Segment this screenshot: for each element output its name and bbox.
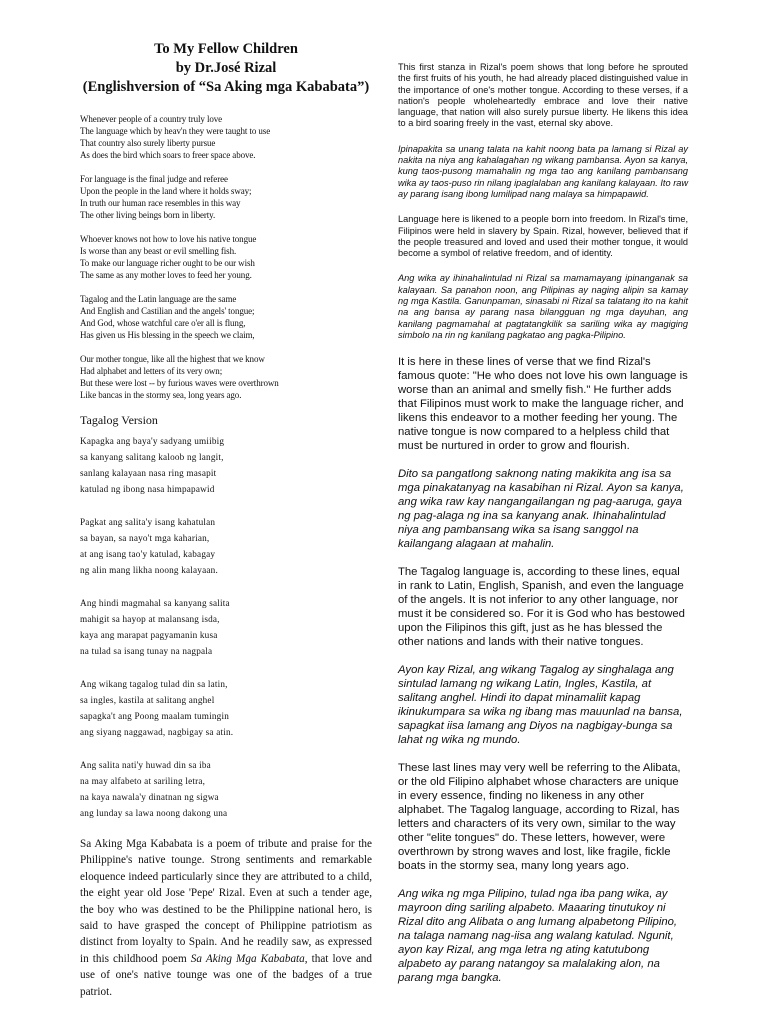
poem-line: And English and Castilian and the angels' tongue; [80,306,255,316]
english-stanza [80,233,372,281]
tagalog-stanza [80,514,372,578]
poem-line: And God, whose watchful care o'er all is flung, [80,318,246,328]
english-stanza [80,293,372,341]
english-stanza [80,113,372,161]
commentary-paragraph-tagalog: Ipinapakita sa unang talata na kahit noong bata pa lamang si Rizal ay nakita na niya ang kahalagahan ng wikang pambansa. Ayon sa kanya, kung taos-pusong mamahalin ng mga tao ang kanilang pambansang wika ay taos-puso rin nilang ipaglalaban ang kanilang kalayaan. Ito raw ay parang isang ibong lumilipad nang malaya sa himpapawid. [398,143,688,199]
commentary-paragraph: This first stanza in Rizal's poem shows that long before he sprouted the first fruits of his youth, he had already placed distinguished value in the importance of one's mother tongue. According to these verses, if a nation's people wholeheartedly embrace and love their native language, that nation will also surely pursue liberty. He likens this idea to a bird soaring freely in the vast, eternal sky above. [398,62,688,129]
poem-line: sa kanyang salitang kaloob ng langit, [80,452,224,462]
tagalog-heading: Tagalog Version [80,413,158,427]
tagalog-stanza [80,757,372,821]
poem-line: Whenever people of a country truly love [80,114,223,124]
poem-line: Upon the people in the land where it holds sway; [80,186,252,196]
poem-line: In truth our human race resembles in this way [80,198,241,208]
poem-line: kaya ang marapat pagyamanin kusa [80,630,218,640]
poem-line: The other living beings born in liberty. [80,210,216,220]
commentary-paragraph: These last lines may very well be referring to the Alibata, or the old Filipino alphabet whose characters are unique in every essence, finding no likeness in any other alphabet. The Tagalog language, according to Rizal, has letters and characters of its very own, similar to the way other "elite tongues" do. These letters, however, were overthrown by strong waves and lost, like fragile, fickle boats in the stormy sea, many long years ago. [398,762,681,873]
poem-line: ang lunday sa lawa noong dakong una [80,808,228,818]
poem-line: Tagalog and the Latin language are the same [80,294,237,304]
poem-line: at ang isang tao'y katulad, kabagay [80,549,216,559]
poem-line: Whoever knows not how to love his native tongue [80,234,257,244]
english-stanza [80,173,372,221]
commentary-paragraph-tagalog: Ang wika ng mga Pilipino, tulad nga iba pang wika, ay mayroon ding sariling alpabeto. Maaaring tinutukoy ni Rizal dito ang Alibata o ang lumang alpabetong Pilipino, na talaga namang nag-iisa ang walang katulad. Ngunit, ayon kay Rizal, ang mga letra ng ating katutubong alpabeto ay parang natangoy sa malalaking alon, na parang mga bangka. [398,888,678,985]
poem-line: To make our language richer ought to be our wish [80,258,255,268]
poem-line: ng alin mang likha noong kalayaan. [80,565,218,575]
title-line-3: (Englishversion of “Sa Aking mga Kababata”) [82,79,370,95]
poem-line: Pagkat ang salita'y isang kahatulan [80,517,216,527]
poem-line: The same as any mother loves to feed her young. [80,270,252,280]
poem-line: ang siyang naggawad, nagbigay sa atin. [80,727,234,737]
poem-line: sapagka't ang Poong maalam tumingin [80,711,229,721]
poem-line: sanlang kalayaan nasa ring masapit [80,468,217,478]
commentary-paragraph: The Tagalog language is, according to these lines, equal in rank to Latin, English, Spanish, and even the language of the angels. It is not inferior to any other language, nor must it be considered so. For it is God who has bestowed upon the Filipinos this gift, just as he has blessed the other nations and lands with their native tongues. [398,566,685,649]
poem-line: na may alfabeto at sariling letra, [80,776,206,786]
poem-line: na kaya nawala'y dinatnan ng sigwa [80,792,219,802]
tagalog-stanza [80,433,372,497]
poem-line: mahigit sa hayop at malansang isda, [80,614,220,624]
commentary-paragraph: It is here in these lines of verse that we find Rizal's famous quote: "He who does not love his own language is worse than an animal and smelly fish." He further adds that Filipinos must work to make the language richer, and likens this endeavor to a mother feeding her young. The native tongue is now compared to a helpless child that must be nurtured in order to grow and flourish. [398,356,688,453]
essay-paragraph [80,836,372,1000]
poem-line: Ang hindi magmahal sa kanyang salita [80,598,230,608]
essay-text-2: , that love and use of one's native tounge was one of the badges of a true patriot. [80,952,372,998]
poem-line: As does the bird which soars to freer space above. [80,150,256,160]
tagalog-stanza [80,676,372,740]
poem-line: That country also surely liberty pursue [80,138,216,148]
right-column [398,62,688,999]
commentary-paragraph: Language here is likened to a people born into freedom. In Rizal's time, Filipinos were held in slavery by Spain. Rizal, however, believed that if the people treasured and loved and used their mother tongue, it would become a symbol of relative freedom, and of identity. [398,214,688,259]
poem-line: Our mother tongue, like all the highest that we know [80,354,265,364]
title-line-1: To My Fellow Children [154,41,298,57]
tagalog-poem [80,433,372,821]
essay-text-1: Sa Aking Mga Kababata is a poem of tribute and praise for the Philippine's native tounge. Strong sentiments and remarkable eloquence indeed particularly since they are attributed to a child, the eight year old Jose 'Pepe' Rizal. Even at such a tender age, the boy who was destined to be the Philippine national hero, is said to have grasped the concept of Philippine patriotism as distinct from loyalty to Spain. And he readily saw, as expressed in this childhood poem [80,838,372,965]
poem-line: sa bayan, sa nayo't mga kaharian, [80,533,210,543]
poem-line: But these were lost -- by furious waves were overthrown [80,378,279,388]
commentary-paragraph-tagalog: Ang wika ay ihinahalintulad ni Rizal sa mamamayang ipinanganak sa kalayaan. Sa panahon noon, ang Pilipinas ay naging alipin sa kamay ng mga Kastila. Ganunpaman, sinasabi ni Rizal sa talatang ito na kahit na ang bansa ay parang nasa bilangguan ng mga dayuhan, ang kanilang pagmamahal at pagtatangkilik sa sariling wika ay magiging simbolo na rin ng kanilang pagkatao ang pagka-Pilipino. [398,273,688,340]
poem-line: katulad ng ibong nasa himpapawid [80,484,215,494]
commentary-paragraph-tagalog: Ayon kay Rizal, ang wikang Tagalog ay singhalaga ang sintulad lamang ng wikang Latin, Ingles, Kastila, at salitang anghel. Hindi ito dapat minamaliit kapag ikinukumpara sa wika ng ibang mas mauunlad na bansa, sapagkat iisa lamang ang Diyos na nagbigay-bunga sa lahat ng wika ng mundo. [398,664,683,747]
poem-title [80,40,372,97]
tagalog-stanza [80,595,372,659]
poem-line: Ang salita nati'y huwad din sa iba [80,760,211,770]
poem-line: Had alphabet and letters of its very own; [80,366,223,376]
english-stanza [80,353,372,401]
poem-line: Is worse than any beast or evil smelling fish. [80,246,237,256]
poem-line: na tulad sa isang tunay na nagpala [80,646,213,656]
poem-line: For language is the final judge and referee [80,174,228,184]
left-column [80,40,372,1000]
title-line-2: by Dr.José Rizal [175,60,277,76]
poem-line: Like bancas in the stormy sea, long years ago. [80,390,242,400]
poem-line: Kapagka ang baya'y sadyang umiibig [80,436,225,446]
commentary-paragraph-tagalog: Dito sa pangatlong saknong nating makikita ang isa sa mga pinakatanyag na kasabihan ni Rizal. Ayon sa kanya, ang wika raw kay nangangailangan ng pag-aaruga, gaya ng pag-alaga ng ina sa kanyang anak. Ihinahalintulad niya ang pambansang wika sa isang sanggol na kailangang alagaan at mahalin. [398,468,684,551]
poem-line: sa ingles, kastila at salitang anghel [80,695,215,705]
english-poem [80,113,372,401]
poem-line: Ang wikang tagalog tulad din sa latin, [80,679,228,689]
poem-line: Has given us His blessing in the speech we claim, [80,330,255,340]
poem-line: The language which by heav'n they were taught to use [80,126,271,136]
essay-italic-title: Sa Aking Mga Kababata [190,952,305,965]
